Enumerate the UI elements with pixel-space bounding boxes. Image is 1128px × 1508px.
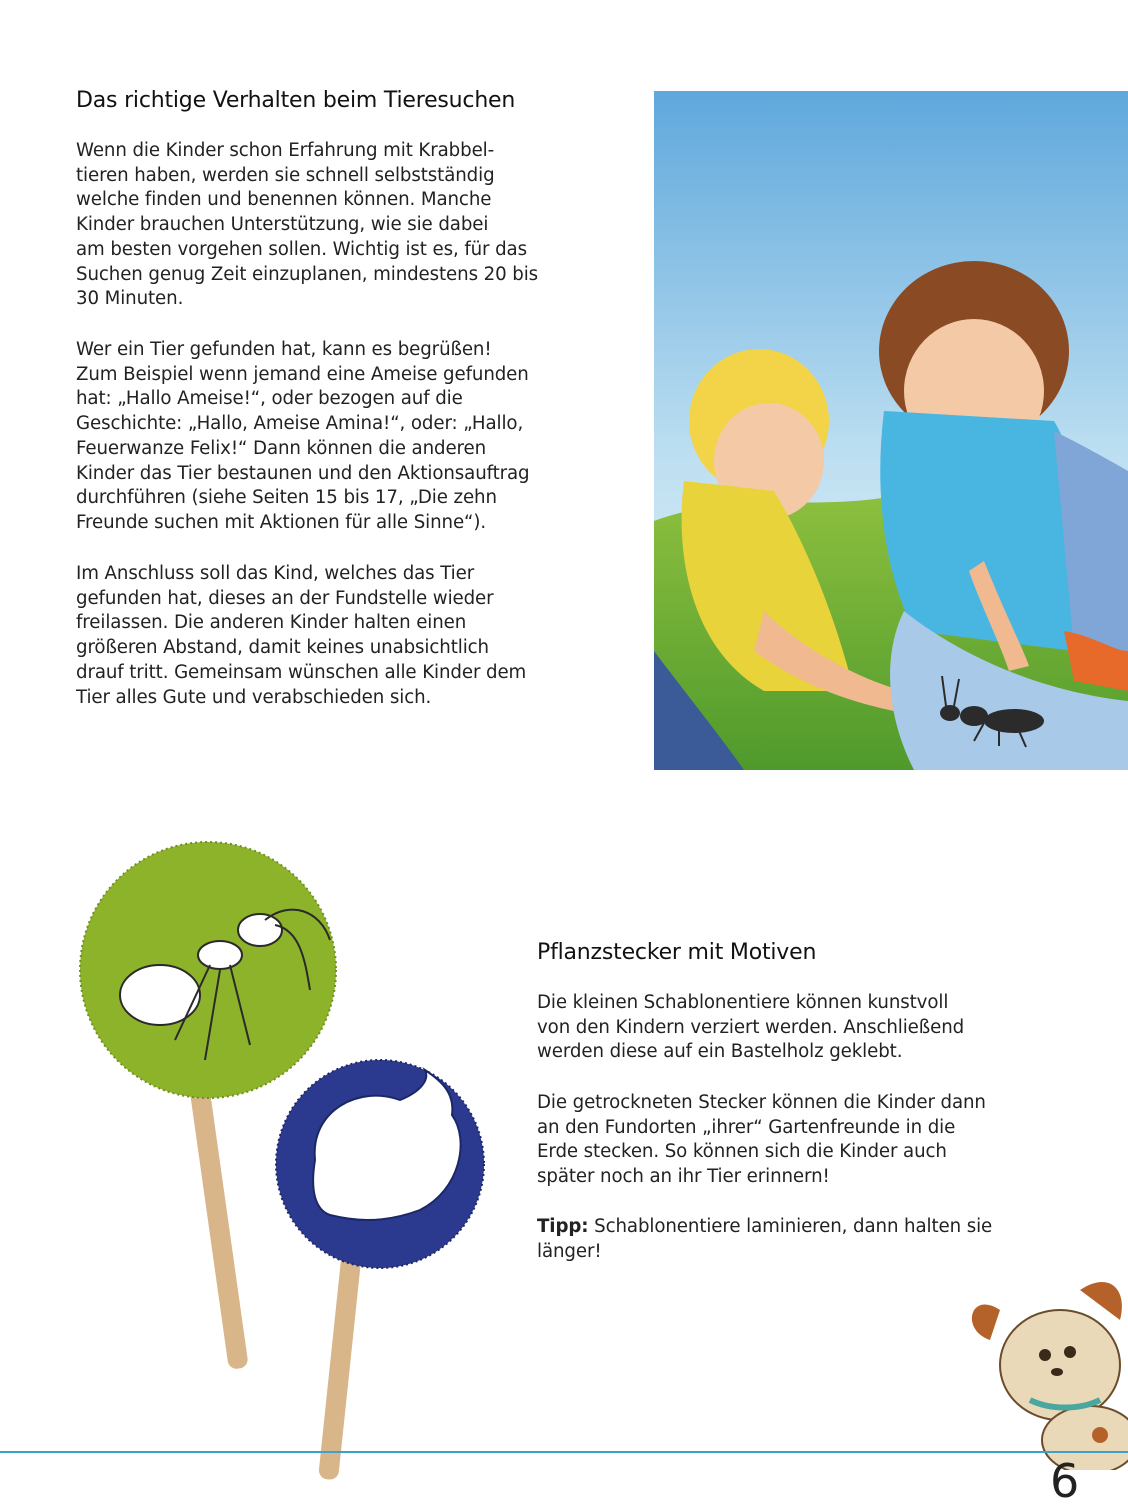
page-number: 6 bbox=[1050, 1454, 1080, 1508]
children-ant-illustration bbox=[654, 91, 1128, 770]
footer-rule bbox=[0, 1451, 1128, 1453]
paragraph-erfahrung: Wenn die Kinder schon Erfahrung mit Krabbel- tieren haben, werden sie schnell selbstständig welche finden und benennen können. Manche Kinder brauchen Unterstützung, wie sie dabei am besten vorgehen sollen. Wichtig ist es, für das Suchen genug Zeit einzuplanen, mindestens 20 bis 30 Minuten. bbox=[76, 140, 539, 310]
plant-sticks-illustration bbox=[60, 830, 500, 1490]
paragraph-schablonentiere: Die kleinen Schablonentiere können kunstvoll von den Kindern verziert werden. Anschließend werden diese auf ein Bastelholz geklebt. bbox=[537, 992, 965, 1063]
section-heading-pflanzstecker: Pflanzstecker mit Motiven bbox=[537, 940, 817, 965]
paragraph-stecker: Die getrockneten Stecker können die Kinder dann an den Fundorten „ihrer“ Gartenfreunde in die Erde stecken. So können sich die Kinder auch später noch an ihr Tier erinnern! bbox=[537, 1092, 986, 1188]
mascot-character bbox=[960, 1270, 1128, 1470]
tip-paragraph bbox=[537, 1215, 1077, 1264]
section-heading-tiersuchen: Das richtige Verhalten beim Tieresuchen bbox=[76, 88, 516, 113]
tip-label: Tipp: bbox=[537, 1216, 589, 1237]
paragraph-begruessen: Wer ein Tier gefunden hat, kann es begrüßen! Zum Beispiel wenn jemand eine Ameise gefunden hat: „Hallo Ameise!“, oder bezogen auf die Geschichte: „Hallo, Ameise Amina!“, oder: „Hallo, Feuerwanze Felix!“ Dann können die anderen Kinder das Tier bestaunen und den Aktionsauftrag durchführen (siehe Seiten 15 bis 17, „Die zehn Freunde suchen mit Aktionen für alle Sinne“). bbox=[76, 339, 530, 533]
tip-text: Schablonentiere laminieren, dann halten sie länger! bbox=[537, 1216, 993, 1262]
snail-plant-stick bbox=[276, 1060, 484, 1480]
paragraph-freilassen: Im Anschluss soll das Kind, welches das Tier gefunden hat, dieses an der Fundstelle wieder freilassen. Die anderen Kinder halten einen größeren Abstand, damit keines unabsichtlich drauf tritt. Gemeinsam wünschen alle Kinder dem Tier alles Gute und verabschieden sich. bbox=[76, 563, 527, 708]
